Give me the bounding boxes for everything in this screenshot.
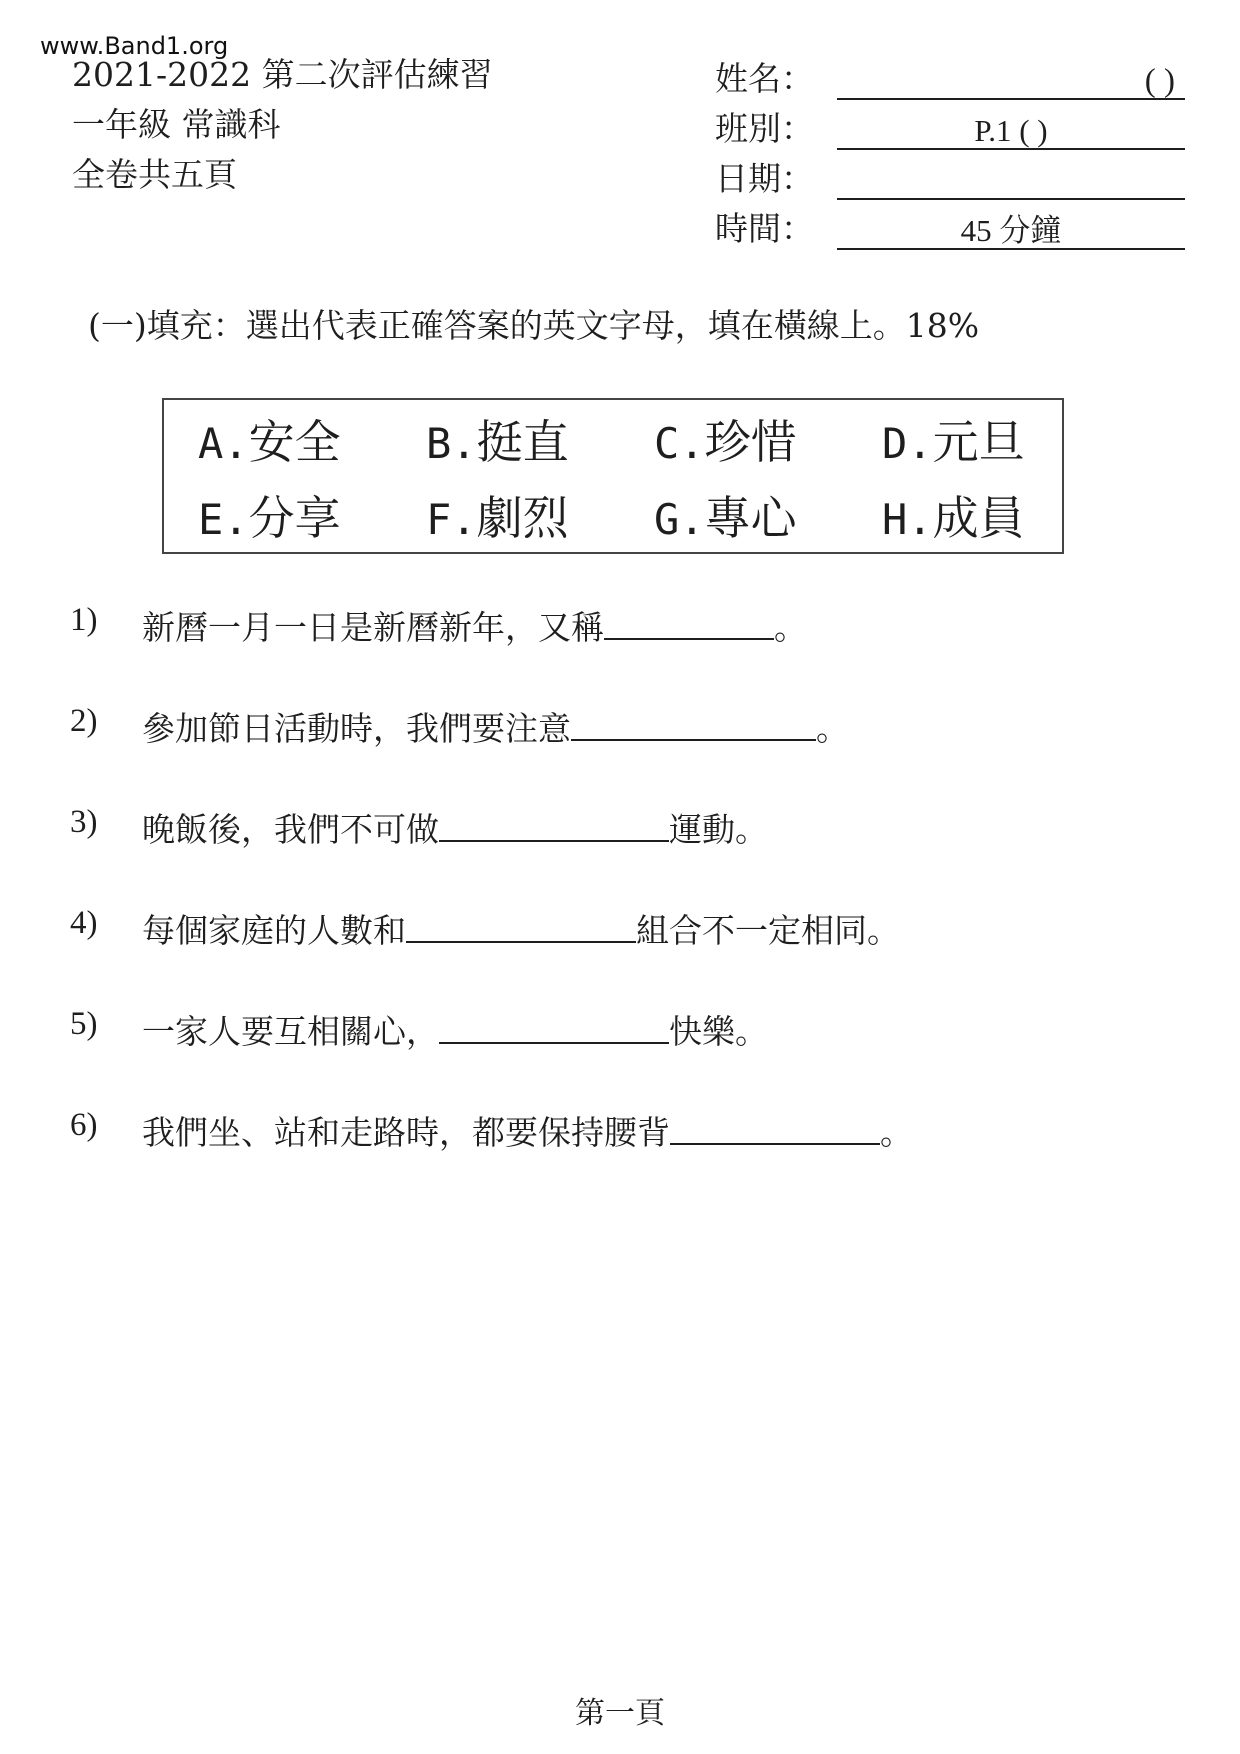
name-label: 姓名： <box>715 59 814 98</box>
option-d: D.元旦 <box>882 415 1025 469</box>
answer-blank[interactable] <box>571 703 816 741</box>
question-text: 我們坐、站和走路時，都要保持腰背 <box>142 1113 670 1152</box>
exam-info <box>72 50 493 200</box>
question-text-end: 運動。 <box>669 810 768 849</box>
question-5 <box>70 1006 1170 1107</box>
question-4 <box>70 905 1170 1006</box>
question-number: 1) <box>70 602 98 638</box>
time-line: 45 分鐘 <box>837 214 1185 250</box>
page-count: 全卷共五頁 <box>72 155 237 194</box>
option-a: A.安全 <box>198 415 341 469</box>
option-h: H.成員 <box>882 491 1025 545</box>
option-b: B.挺直 <box>426 415 569 469</box>
question-text: 一家人要互相關心， <box>142 1012 439 1051</box>
question-number: 2) <box>70 703 98 739</box>
answer-blank[interactable] <box>406 905 636 943</box>
question-number: 4) <box>70 905 98 941</box>
question-number: 3) <box>70 804 98 840</box>
date-label: 日期： <box>715 159 814 198</box>
option-f: F.劇烈 <box>426 491 569 545</box>
grade-subject: 一年級 常識科 <box>72 105 281 144</box>
answer-blank[interactable] <box>439 804 669 842</box>
answer-blank[interactable] <box>670 1107 880 1145</box>
questions-list <box>70 602 1170 1208</box>
question-text-end: 組合不一定相同。 <box>636 911 900 950</box>
date-field <box>715 150 1185 200</box>
class-field <box>715 100 1185 150</box>
question-text-end: 。 <box>774 608 807 647</box>
question-text: 新曆一月一日是新曆新年，又稱 <box>142 608 604 647</box>
class-number-paren: ( ) <box>1144 63 1175 99</box>
question-3 <box>70 804 1170 905</box>
options-grid <box>164 400 1062 556</box>
option-g: G.專心 <box>654 491 797 545</box>
question-text-end: 。 <box>880 1113 913 1152</box>
date-line[interactable] <box>837 164 1185 200</box>
question-text: 參加節日活動時，我們要注意 <box>142 709 571 748</box>
question-text-end: 。 <box>816 709 849 748</box>
watermark-text: www.Band1.org <box>40 32 229 60</box>
time-field <box>715 200 1185 250</box>
question-2 <box>70 703 1170 804</box>
exam-title: 2021-2022 第二次評估練習 <box>72 55 493 94</box>
name-line[interactable] <box>837 64 1185 100</box>
section-title: (一)填充：選出代表正確答案的英文字母，填在橫線上。18% <box>88 306 980 345</box>
option-e: E.分享 <box>198 491 341 545</box>
class-label: 班別： <box>715 109 814 148</box>
page-footer: 第一頁 <box>575 1696 665 1731</box>
options-box <box>162 398 1064 554</box>
question-number: 5) <box>70 1006 98 1042</box>
answer-blank[interactable] <box>604 602 774 640</box>
class-line[interactable]: P.1 ( ) <box>837 114 1185 150</box>
question-text: 晚飯後，我們不可做 <box>142 810 439 849</box>
time-label: 時間： <box>715 209 814 248</box>
question-text: 每個家庭的人數和 <box>142 911 406 950</box>
answer-blank[interactable] <box>439 1006 669 1044</box>
option-c: C.珍惜 <box>654 415 797 469</box>
question-text-end: 快樂。 <box>669 1012 768 1051</box>
question-number: 6) <box>70 1107 98 1143</box>
question-1 <box>70 602 1170 703</box>
name-field <box>715 50 1185 100</box>
student-info-fields <box>715 50 1185 250</box>
question-6 <box>70 1107 1170 1208</box>
